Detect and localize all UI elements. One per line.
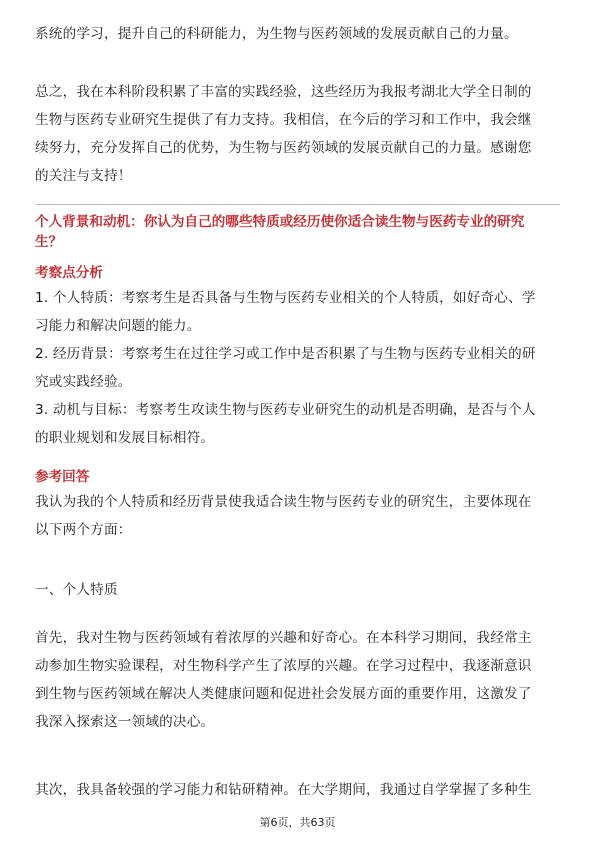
answer-line: 以下两个方面：: [35, 522, 132, 538]
analysis-line: 习能力和解决问题的能力。: [35, 318, 201, 334]
answer-heading-block: [35, 466, 560, 488]
analysis-line: 究或实践经验。: [35, 374, 132, 390]
section-title-block: [35, 576, 560, 604]
summary-paragraph: [35, 78, 560, 190]
analysis-line: 1. 个人特质：考察考生是否具备与生物与医药专业相关的个人特质，如好奇心、学: [35, 290, 536, 306]
summary-line: 生物与医药专业研究生提供了有力支持。我相信，在今后的学习和工作中，我会继: [35, 112, 532, 128]
section-title: 一、个人特质: [35, 582, 118, 598]
question-line: 个人背景和动机：你认为自己的哪些特质或经历使你适合读生物与医药专业的研究: [35, 214, 525, 230]
summary-line: 续努力，充分发挥自己的优势，为生物与医药领域的发展贡献自己的力量。感谢您: [35, 140, 532, 156]
analysis-heading: 考察点分析: [35, 265, 103, 281]
summary-line: 的关注与支持！: [35, 168, 132, 184]
paragraph-line: 到生物与医药领域在解决人类健康问题和促进社会发展方面的重要作用，这激发了: [35, 686, 532, 702]
summary-line: 总之，我在本科阶段积累了丰富的实践经验，这些经历为我报考湖北大学全日制的: [35, 84, 532, 100]
analysis-line: 3. 动机与目标：考察考生攻读生物与医药专业研究生的动机是否明确，是否与个人: [35, 402, 536, 418]
section-divider: [35, 204, 560, 205]
paragraph-line: 其次，我具备较强的学习能力和钻研精神。在大学期间，我通过自学掌握了多种生: [35, 782, 532, 798]
page-footer: 第6页，共63页: [259, 816, 336, 829]
analysis-line: 的职业规划和发展目标相符。: [35, 430, 215, 446]
intro-line: 系统的学习，提升自己的科研能力，为生物与医药领域的发展贡献自己的力量。: [35, 26, 518, 42]
analysis-heading-block: [35, 262, 560, 284]
paragraph-line: 动参加生物实验课程，对生物科学产生了浓厚的兴趣。在学习过程中，我逐渐意识: [35, 658, 532, 674]
paragraph-interest: [35, 624, 560, 736]
answer-intro: [35, 488, 560, 544]
paragraph-ability: [35, 776, 560, 804]
analysis-list: [35, 284, 560, 452]
answer-heading: 参考回答: [35, 469, 90, 485]
paragraph-line: 我深入探索这一领域的决心。: [35, 714, 215, 730]
intro-paragraph: [35, 20, 560, 48]
question-line: 生？: [35, 234, 63, 250]
analysis-line: 2. 经历背景：考察考生在过往学习或工作中是否积累了与生物与医药专业相关的研: [35, 346, 536, 362]
answer-line: 我认为我的个人特质和经历背景使我适合读生物与医药专业的研究生，主要体现在: [35, 494, 532, 510]
question-heading: [35, 212, 560, 252]
paragraph-line: 首先，我对生物与医药领域有着浓厚的兴趣和好奇心。在本科学习期间，我经常主: [35, 630, 532, 646]
